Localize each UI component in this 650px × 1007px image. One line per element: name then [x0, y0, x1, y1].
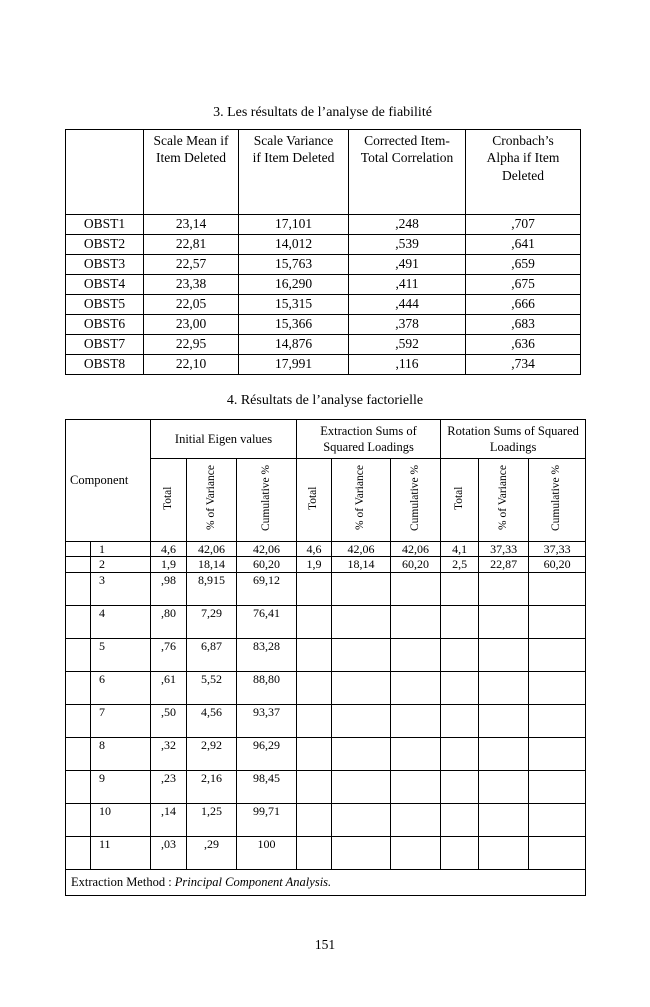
cell: 4,56	[187, 704, 237, 737]
cell	[391, 638, 441, 671]
table-row	[66, 803, 586, 836]
cell: 93,37	[237, 704, 297, 737]
factor-table	[65, 419, 586, 896]
footer-row	[66, 869, 586, 895]
cell: 15,366	[239, 315, 349, 335]
component-header: Component	[66, 420, 151, 542]
cell: 23,14	[144, 215, 239, 235]
cell: 22,81	[144, 235, 239, 255]
cell: ,80	[151, 605, 187, 638]
cell	[332, 671, 391, 704]
cell	[479, 737, 529, 770]
cell: 23,38	[144, 275, 239, 295]
column-header-total-rotation	[441, 459, 479, 542]
cell	[332, 704, 391, 737]
cell	[529, 638, 586, 671]
column-header-item-total-correlation: Corrected Item-Total Correlation	[349, 130, 466, 215]
column-header-cumulative-extraction	[391, 459, 441, 542]
cell: 17,101	[239, 215, 349, 235]
cell: 76,41	[237, 605, 297, 638]
row-label: OBST5	[66, 295, 144, 315]
cell: 1,9	[297, 557, 332, 572]
column-header-pct-variance-rotation	[479, 459, 529, 542]
cell: ,636	[466, 335, 581, 355]
cell	[441, 770, 479, 803]
cell: ,659	[466, 255, 581, 275]
cell: 5,52	[187, 671, 237, 704]
cell	[391, 605, 441, 638]
cell	[479, 572, 529, 605]
component-number: 11	[91, 836, 151, 869]
cell: 4,1	[441, 542, 479, 557]
cell: ,50	[151, 704, 187, 737]
stub-spacer	[66, 836, 91, 869]
row-label: OBST7	[66, 335, 144, 355]
cell: ,03	[151, 836, 187, 869]
cell	[479, 671, 529, 704]
cell	[391, 671, 441, 704]
cell: 42,06	[332, 542, 391, 557]
cell	[529, 770, 586, 803]
component-number: 8	[91, 737, 151, 770]
column-header-scale-variance: Scale Variance if Item Deleted	[239, 130, 349, 215]
cell: 1,25	[187, 803, 237, 836]
cell	[391, 803, 441, 836]
component-number: 2	[91, 557, 151, 572]
page-number: 151	[314, 937, 336, 952]
stub-spacer	[66, 704, 91, 737]
cell	[529, 671, 586, 704]
column-header-pct-variance-extraction	[332, 459, 391, 542]
component-number: 9	[91, 770, 151, 803]
cell	[297, 605, 332, 638]
table-row	[66, 295, 581, 315]
component-number: 10	[91, 803, 151, 836]
cell	[297, 572, 332, 605]
cell	[297, 836, 332, 869]
cell	[332, 572, 391, 605]
cell	[529, 572, 586, 605]
stub-spacer	[66, 572, 91, 605]
vertical-label: Cumulative %	[550, 464, 563, 532]
table-row	[66, 235, 581, 255]
cell	[441, 605, 479, 638]
cell	[479, 605, 529, 638]
component-number: 4	[91, 605, 151, 638]
cell: 42,06	[187, 542, 237, 557]
cell	[332, 737, 391, 770]
row-label: OBST1	[66, 215, 144, 235]
extraction-method-name: Principal Component Analysis.	[174, 874, 332, 889]
row-label: OBST2	[66, 235, 144, 255]
table-row	[66, 355, 581, 375]
cell: ,592	[349, 335, 466, 355]
column-header-scale-mean: Scale Mean if Item Deleted	[144, 130, 239, 215]
cell	[479, 638, 529, 671]
stub-spacer	[66, 605, 91, 638]
cell	[441, 638, 479, 671]
row-label: OBST4	[66, 275, 144, 295]
cell: 18,14	[187, 557, 237, 572]
cell: ,641	[466, 235, 581, 255]
cell: ,411	[349, 275, 466, 295]
cell: 2,5	[441, 557, 479, 572]
cell: 14,012	[239, 235, 349, 255]
cell	[479, 836, 529, 869]
cell	[441, 803, 479, 836]
vertical-label: Total	[307, 486, 320, 510]
factor-table-body	[66, 542, 586, 870]
cell	[529, 704, 586, 737]
header-row	[66, 130, 581, 215]
extraction-method-prefix: Extraction Method :	[71, 874, 175, 889]
cell: 16,290	[239, 275, 349, 295]
cell	[391, 836, 441, 869]
cell: ,675	[466, 275, 581, 295]
cell: ,683	[466, 315, 581, 335]
reliability-table	[65, 129, 581, 375]
column-header-total-initial	[151, 459, 187, 542]
group-header-rotation-sums: Rotation Sums of Squared Loadings	[441, 420, 586, 459]
cell	[529, 836, 586, 869]
cell: 37,33	[529, 542, 586, 557]
cell: 69,12	[237, 572, 297, 605]
table-row	[66, 542, 586, 557]
extraction-method-note	[66, 869, 586, 895]
vertical-label: % of Variance	[496, 465, 509, 531]
cell: 99,71	[237, 803, 297, 836]
cell: 1,9	[151, 557, 187, 572]
component-number: 1	[91, 542, 151, 557]
cell: 60,20	[391, 557, 441, 572]
cell	[441, 572, 479, 605]
cell	[297, 638, 332, 671]
cell	[441, 704, 479, 737]
reliability-table-body	[66, 215, 581, 375]
table-row	[66, 638, 586, 671]
column-header-cumulative-rotation	[529, 459, 586, 542]
group-header-extraction-sums: Extraction Sums of Squared Loadings	[297, 420, 441, 459]
table-row	[66, 836, 586, 869]
cell: ,116	[349, 355, 466, 375]
factor-table-title: 4. Résultats de l’analyse factorielle	[226, 393, 424, 408]
cell: 22,57	[144, 255, 239, 275]
cell	[391, 704, 441, 737]
cell	[297, 737, 332, 770]
cell	[297, 770, 332, 803]
cell: ,444	[349, 295, 466, 315]
vertical-label: Total	[452, 486, 465, 510]
cell	[529, 605, 586, 638]
table-row	[66, 275, 581, 295]
cell	[441, 671, 479, 704]
cell: ,23	[151, 770, 187, 803]
cell: ,539	[349, 235, 466, 255]
cell: 98,45	[237, 770, 297, 803]
table-row	[66, 335, 581, 355]
cell: 2,92	[187, 737, 237, 770]
cell: 60,20	[529, 557, 586, 572]
component-number: 6	[91, 671, 151, 704]
cell: ,491	[349, 255, 466, 275]
cell	[332, 605, 391, 638]
vertical-label: % of Variance	[354, 465, 367, 531]
stub-spacer	[66, 770, 91, 803]
row-label: OBST3	[66, 255, 144, 275]
cell: ,61	[151, 671, 187, 704]
cell	[529, 737, 586, 770]
cell	[479, 704, 529, 737]
cell: 8,915	[187, 572, 237, 605]
cell: 37,33	[479, 542, 529, 557]
column-header-pct-variance-initial	[187, 459, 237, 542]
cell: 4,6	[297, 542, 332, 557]
reliability-table-title: 3. Les résultats de l’analyse de fiabilité	[213, 105, 432, 120]
cell	[297, 803, 332, 836]
vertical-label: % of Variance	[204, 465, 217, 531]
table-row	[66, 605, 586, 638]
cell	[441, 836, 479, 869]
cell: 18,14	[332, 557, 391, 572]
cell: ,734	[466, 355, 581, 375]
cell	[479, 803, 529, 836]
component-number: 3	[91, 572, 151, 605]
component-number: 7	[91, 704, 151, 737]
cell: ,378	[349, 315, 466, 335]
cell	[332, 803, 391, 836]
group-header-initial-eigenvalues: Initial Eigen values	[151, 420, 297, 459]
component-number: 5	[91, 638, 151, 671]
cell: 42,06	[237, 542, 297, 557]
cell	[297, 671, 332, 704]
vertical-label: Cumulative %	[259, 464, 272, 532]
cell	[332, 770, 391, 803]
cell: ,14	[151, 803, 187, 836]
vertical-label: Total	[161, 486, 174, 510]
cell: 83,28	[237, 638, 297, 671]
cell: ,98	[151, 572, 187, 605]
cell	[529, 803, 586, 836]
stub-spacer	[66, 557, 91, 572]
stub-spacer	[66, 638, 91, 671]
cell: 15,315	[239, 295, 349, 315]
table-row	[66, 572, 586, 605]
column-header-cumulative-initial	[237, 459, 297, 542]
stub-spacer	[66, 542, 91, 557]
table-row	[66, 557, 586, 572]
cell	[391, 572, 441, 605]
cell: 42,06	[391, 542, 441, 557]
table-row	[66, 671, 586, 704]
cell: 23,00	[144, 315, 239, 335]
table-row	[66, 255, 581, 275]
cell	[297, 704, 332, 737]
cell: ,248	[349, 215, 466, 235]
cell: ,29	[187, 836, 237, 869]
row-label: OBST8	[66, 355, 144, 375]
cell: 17,991	[239, 355, 349, 375]
column-header-cronbach-alpha: Cronbach’s Alpha if Item Deleted	[466, 130, 581, 215]
cell	[441, 737, 479, 770]
cell	[479, 770, 529, 803]
stub-spacer	[66, 737, 91, 770]
cell: ,666	[466, 295, 581, 315]
table-row	[66, 315, 581, 335]
column-header-total-extraction	[297, 459, 332, 542]
stub-spacer	[66, 803, 91, 836]
cell: 22,95	[144, 335, 239, 355]
cell: 96,29	[237, 737, 297, 770]
cell: ,32	[151, 737, 187, 770]
cell	[332, 638, 391, 671]
cell: 2,16	[187, 770, 237, 803]
cell: ,707	[466, 215, 581, 235]
cell: ,76	[151, 638, 187, 671]
vertical-label: Cumulative %	[408, 464, 421, 532]
cell: 22,10	[144, 355, 239, 375]
cell: 22,87	[479, 557, 529, 572]
cell: 100	[237, 836, 297, 869]
cell	[332, 836, 391, 869]
cell	[391, 737, 441, 770]
cell: 15,763	[239, 255, 349, 275]
cell: 4,6	[151, 542, 187, 557]
stub-spacer	[66, 671, 91, 704]
corner-cell	[66, 130, 144, 215]
table-row	[66, 737, 586, 770]
cell: 6,87	[187, 638, 237, 671]
row-label: OBST6	[66, 315, 144, 335]
group-header-row	[66, 420, 586, 459]
cell: 60,20	[237, 557, 297, 572]
cell	[391, 770, 441, 803]
cell: 22,05	[144, 295, 239, 315]
table-row	[66, 215, 581, 235]
cell: 14,876	[239, 335, 349, 355]
table-row	[66, 770, 586, 803]
cell: 88,80	[237, 671, 297, 704]
cell: 7,29	[187, 605, 237, 638]
table-row	[66, 704, 586, 737]
